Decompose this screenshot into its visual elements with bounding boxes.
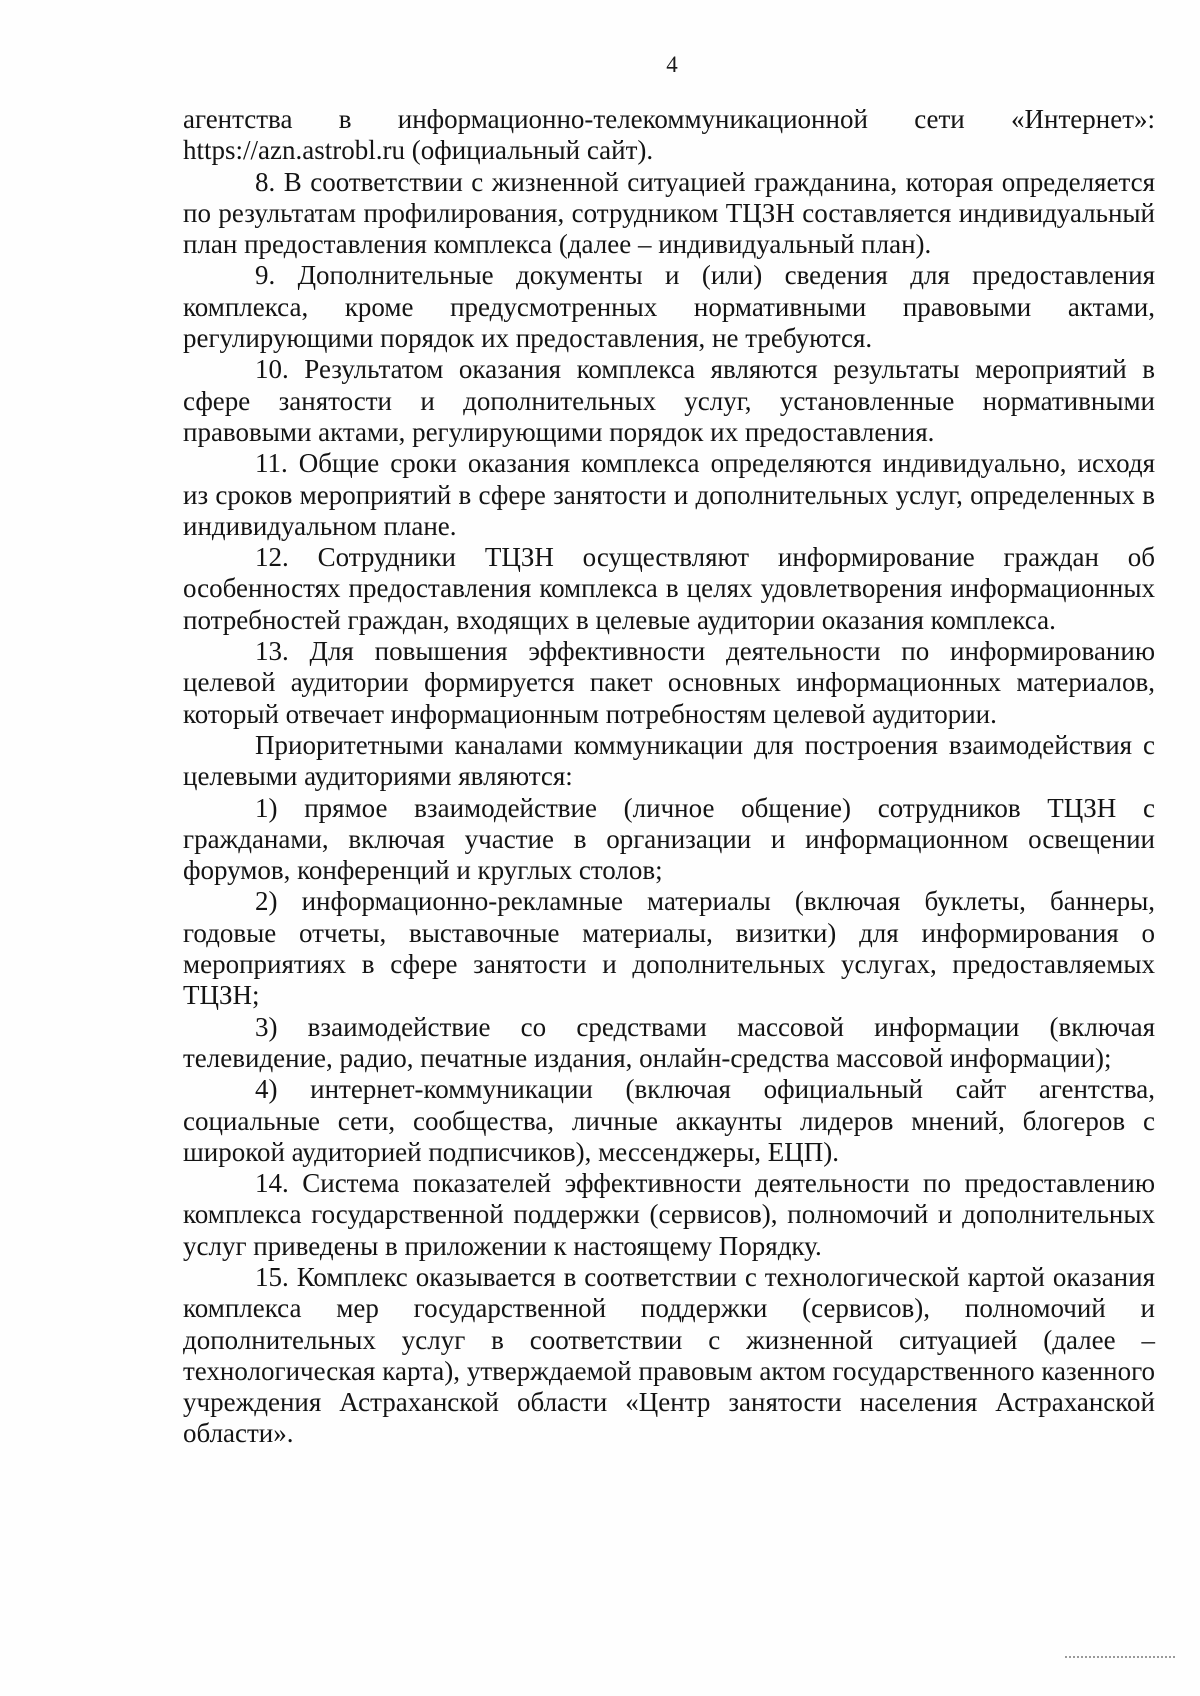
paragraph-item-12: 12. Сотрудники ТЦЗН осуществляют информирование граждан об особенностях предоставления комплекса в целях удовлетворения информационных потребностей граждан, входящих в целевые аудитории оказания комплекса. <box>183 542 1155 635</box>
list-item-3: 3) взаимодействие со средствами массовой информации (включая телевидение, радио, печатные издания, онлайн-средства массовой информации); <box>183 1011 1155 1073</box>
paragraph-item-10: 10. Результатом оказания комплекса являются результаты мероприятий в сфере занятости и дополнительных услуг, установленные нормативными правовыми актами, регулирующими порядок их предоставления. <box>183 354 1155 447</box>
paragraph-item-13: 13. Для повышения эффективности деятельности по информированию целевой аудитории формируется пакет основных информационных материалов, который отвечает информационным потребностям целевой аудитории. <box>183 636 1155 729</box>
page-number: 4 <box>666 52 678 77</box>
paragraph-item-11: 11. Общие сроки оказания комплекса определяются индивидуально, исходя из сроков мероприятий в сфере занятости и дополнительных услуг, определенных в индивидуальном плане. <box>183 448 1155 541</box>
list-item-4: 4) интернет-коммуникации (включая официальный сайт агентства, социальные сети, сообщества, личные аккаунты лидеров мнений, блогеров с широкой аудиторией подписчиков), мессенджеры, ЕЦП). <box>183 1074 1155 1167</box>
paragraph-item-14: 14. Система показателей эффективности деятельности по предоставлению комплекса государственной поддержки (сервисов), полномочий и дополнительных услуг приведены в приложении к настоящему Порядку. <box>183 1168 1155 1261</box>
paragraph-channels-intro: Приоритетными каналами коммуникации для построения взаимодействия с целевыми аудиториями являются: <box>183 729 1155 792</box>
paragraph-continuation: агентства в информационно-телекоммуникационной сети «Интернет»: https://azn.astrobl.ru (официальный сайт). <box>183 104 1155 166</box>
document-body <box>183 104 1155 1450</box>
paragraph-item-8: 8. В соответствии с жизненной ситуацией гражданина, которая определяется по результатам профилирования, сотрудником ТЦЗН составляется индивидуальный план предоставления комплекса (далее – индивидуальный план). <box>183 166 1155 260</box>
paragraph-item-9: 9. Дополнительные документы и (или) сведения для предоставления комплекса, кроме предусмотренных нормативными правовыми актами, регулирующими порядок их предоставления, не требуются. <box>183 260 1155 354</box>
scan-artifact-line <box>1065 1654 1175 1658</box>
paragraph-item-15: 15. Комплекс оказывается в соответствии с технологической картой оказания комплекса мер государственной поддержки (сервисов), полномочий и дополнительных услуг в соответствии с жизненной ситуацией (далее – технологическая карта), утверждаемой правовым актом государственного казенного учреждения Астраханской области «Центр занятости населения Астраханской области». <box>183 1261 1155 1449</box>
list-item-2: 2) информационно-рекламные материалы (включая буклеты, баннеры, годовые отчеты, выставочные материалы, визитки) для информирования о мероприятиях в сфере занятости и дополнительных услугах, предоставляемых ТЦЗН; <box>183 886 1155 1011</box>
list-item-1: 1) прямое взаимодействие (личное общение) сотрудников ТЦЗН с гражданами, включая участие в организации и информационном освещении форумов, конференций и круглых столов; <box>183 792 1155 886</box>
